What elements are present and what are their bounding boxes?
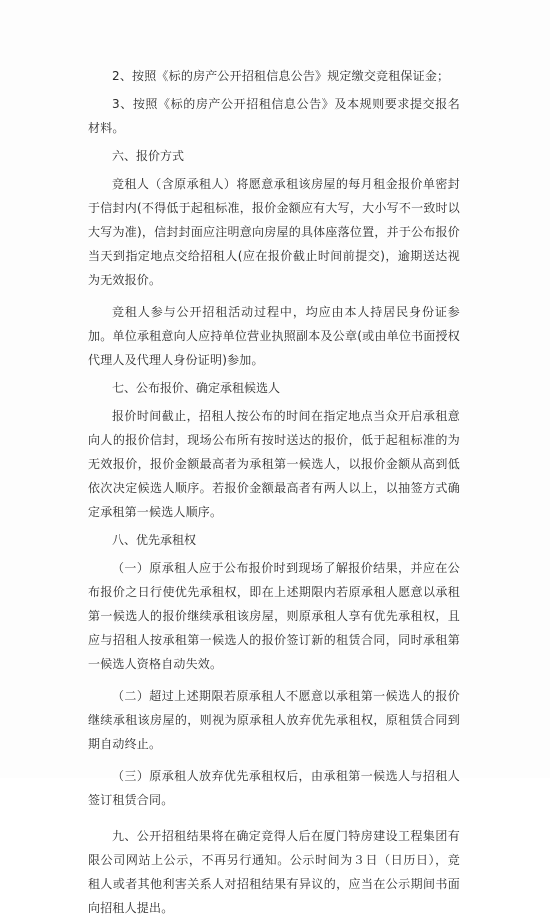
- section-7-heading: 七、公布报价、确定承租候选人: [112, 381, 281, 395]
- clause-3-materials: 3、按照《标的房产公开招租信息公告》及本规则要求提交报名材料。: [88, 97, 460, 135]
- section-8-heading: 八、优先承租权: [112, 533, 197, 547]
- section-7-para: 报价时间截止，招租人按公布的时间在指定地点当众开启承租意向人的报价信封，现场公布所有按时送达的报价，低于起租标准的为无效报价，报价金额最高者为承租第一候选人，以报价金额从高到低依次决定候选人顺序。若报价金额最高者有两人以上，以抽签方式确定承租第一候选人顺序。: [88, 409, 460, 519]
- section-8-item-2: （二）超过上述期限若原承租人不愿意以承租第一候选人的报价继续承租该房屋的，则视为原承租人放弃优先承租权，原租赁合同到期自动终止。: [88, 689, 460, 751]
- section-6-para-2: 竞租人参与公开招租活动过程中，均应由本人持居民身份证参加。单位承租意向人应持单位营业执照副本及公章(或由单位书面授权代理人及代理人身份证明)参加。: [88, 305, 460, 367]
- section-6-heading: 六、报价方式: [112, 149, 185, 163]
- section-6-para-1: 竞租人（含原承租人）将愿意承租该房屋的每月租金报价单密封于信封内(不得低于起租标准，报价金额应有大写，大小写不一致时以大写为准)，信封封面应注明意向房屋的具体座落位置，并于公布报价当天到指定地点交给招租人(应在报价截止时间前提交)，逾期送达视为无效报价。: [88, 177, 460, 287]
- section-8-item-1: （一）原承租人应于公布报价时到现场了解报价结果，并应在公布报价之日行使优先承租权，即在上述期限内若原承租人愿意以承租第一候选人的报价继续承租该房屋，则原承租人享有优先承租权，且应与招租人按承租第一候选人的报价签订新的租赁合同，同时承租第一候选人资格自动失效。: [88, 561, 460, 671]
- document-body: [88, 64, 460, 920]
- section-9-para: 九、公开招租结果将在确定竞得人后在厦门特房建设工程集团有限公司网站上公示，不再另行通知。公示时间为３日（日历日），竞租人或者其他利害关系人对招租结果有异议的，应当在公示期间书面向招租人提出。: [88, 829, 460, 915]
- clause-2-deposit: 2、按照《标的房产公开招租信息公告》规定缴交竞租保证金；: [112, 69, 450, 83]
- section-8-item-3: （三）原承租人放弃优先承租权后，由承租第一候选人与招租人签订租赁合同。: [88, 769, 460, 807]
